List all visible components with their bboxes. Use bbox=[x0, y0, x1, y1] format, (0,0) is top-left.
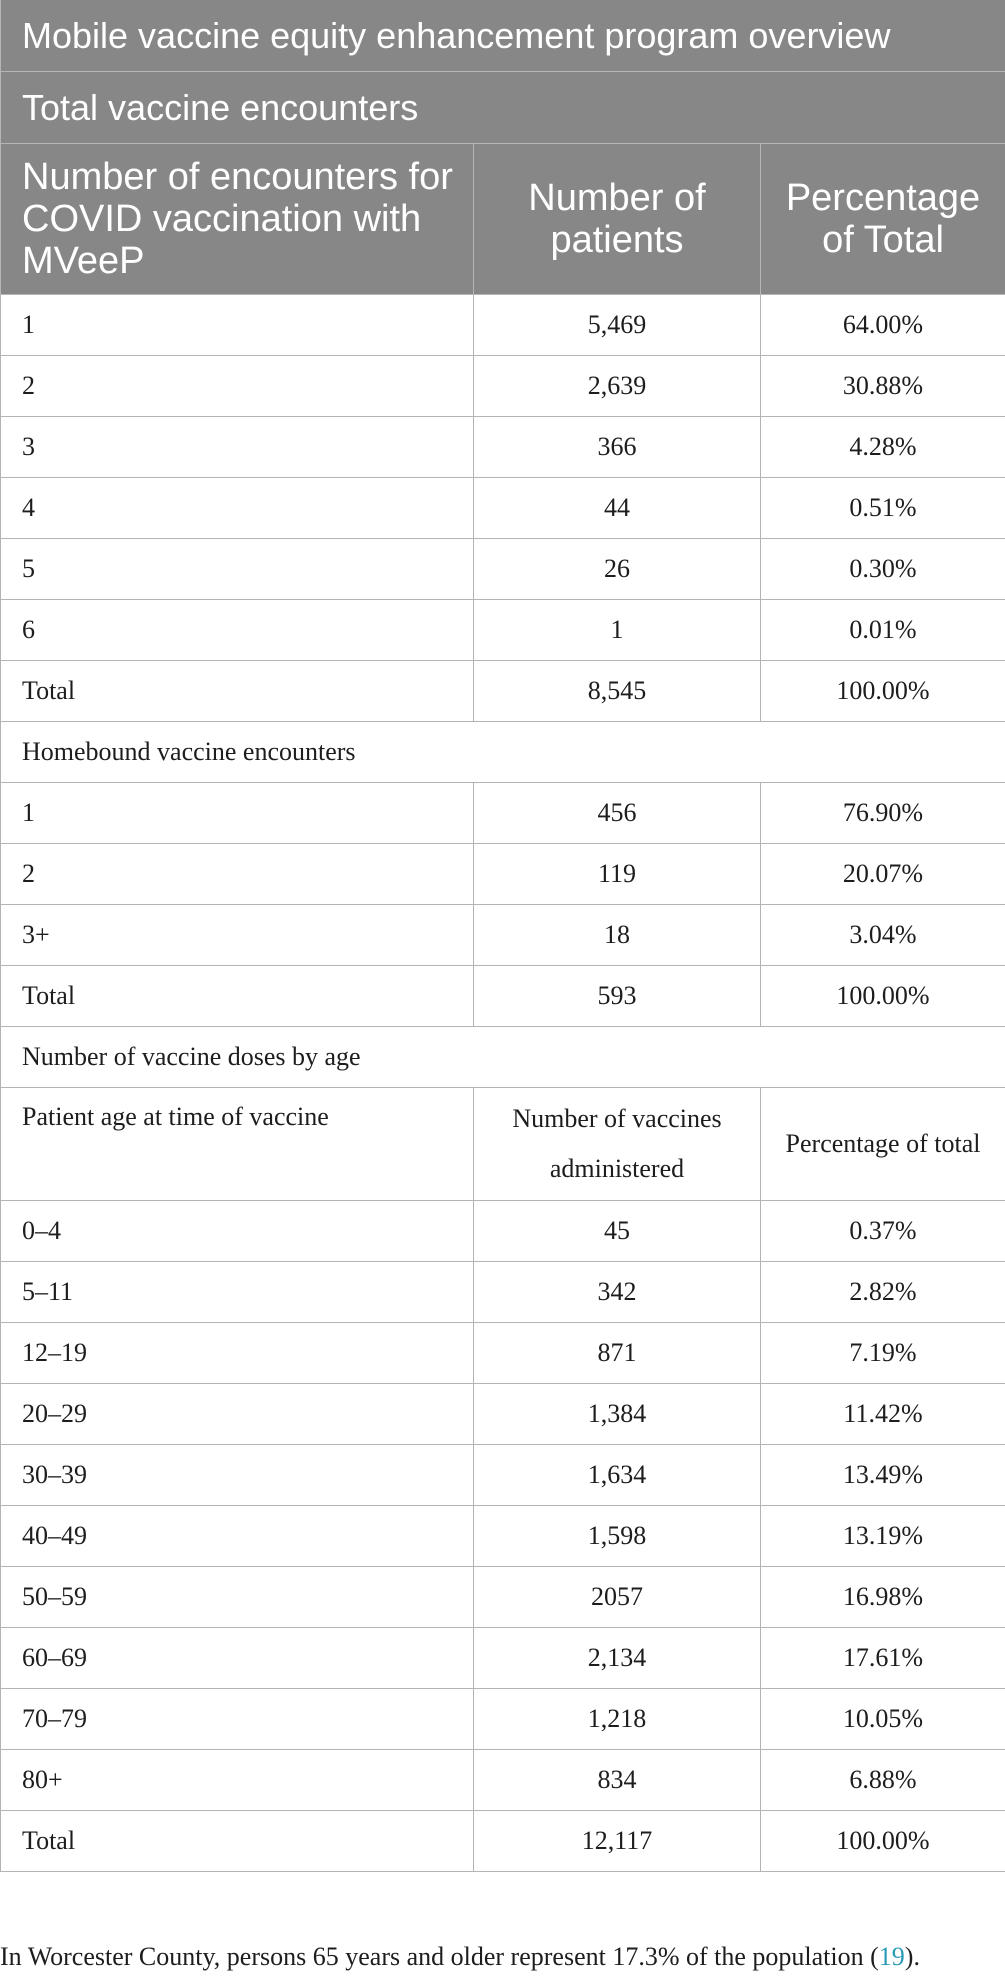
column-header: Percentage of Total bbox=[761, 144, 1005, 295]
age-doses-body bbox=[1, 1201, 1005, 1872]
table-row bbox=[1, 1506, 1005, 1567]
column-header: Number of patients bbox=[474, 144, 761, 295]
table-row bbox=[1, 905, 1005, 966]
table-row bbox=[1, 600, 1005, 661]
row-label-cell: 5–11 bbox=[1, 1262, 474, 1323]
count-cell: 1,598 bbox=[474, 1506, 761, 1567]
section-heading-total: Total vaccine encounters bbox=[1, 72, 1005, 144]
row-label-cell: 2 bbox=[1, 356, 474, 417]
footnote-text: In Worcester County, persons 65 years and older represent 17.3% of the population ( bbox=[0, 1942, 879, 1971]
percentage-cell: 13.49% bbox=[761, 1445, 1005, 1506]
subheader-cell: Number of vaccines administered bbox=[474, 1088, 761, 1201]
count-cell: 26 bbox=[474, 539, 761, 600]
total-encounters-body bbox=[1, 295, 1005, 722]
section-heading-row bbox=[1, 72, 1005, 144]
row-label-cell: 5 bbox=[1, 539, 474, 600]
row-label-cell: Total bbox=[1, 661, 474, 722]
row-label-cell: 80+ bbox=[1, 1750, 474, 1811]
percentage-cell: 3.04% bbox=[761, 905, 1005, 966]
table-row bbox=[1, 1262, 1005, 1323]
count-cell: 2,134 bbox=[474, 1628, 761, 1689]
row-label-cell: 30–39 bbox=[1, 1445, 474, 1506]
count-cell: 5,469 bbox=[474, 295, 761, 356]
count-cell: 2,639 bbox=[474, 356, 761, 417]
count-cell: 18 bbox=[474, 905, 761, 966]
table-row bbox=[1, 844, 1005, 905]
percentage-cell: 13.19% bbox=[761, 1506, 1005, 1567]
count-cell: 456 bbox=[474, 783, 761, 844]
row-label-cell: 0–4 bbox=[1, 1201, 474, 1262]
count-cell: 1 bbox=[474, 600, 761, 661]
row-label-cell: 1 bbox=[1, 295, 474, 356]
count-cell: 44 bbox=[474, 478, 761, 539]
table-row bbox=[1, 417, 1005, 478]
percentage-cell: 0.01% bbox=[761, 600, 1005, 661]
table-row bbox=[1, 295, 1005, 356]
row-label-cell: 1 bbox=[1, 783, 474, 844]
row-label-cell: 3+ bbox=[1, 905, 474, 966]
subheader-cell: Patient age at time of vaccine bbox=[1, 1088, 474, 1201]
count-cell: 12,117 bbox=[474, 1811, 761, 1872]
row-label-cell: 40–49 bbox=[1, 1506, 474, 1567]
count-cell: 342 bbox=[474, 1262, 761, 1323]
table-row bbox=[1, 966, 1005, 1027]
table-row bbox=[1, 356, 1005, 417]
count-cell: 834 bbox=[474, 1750, 761, 1811]
count-cell: 1,384 bbox=[474, 1384, 761, 1445]
footnote-reference-link[interactable]: 19 bbox=[878, 1942, 905, 1971]
table-row bbox=[1, 1750, 1005, 1811]
section-heading-age: Number of vaccine doses by age bbox=[1, 1027, 1005, 1088]
table-row bbox=[1, 539, 1005, 600]
percentage-cell: 10.05% bbox=[761, 1689, 1005, 1750]
age-heading-body bbox=[1, 1027, 1005, 1201]
subheader-cell: Percentage of total bbox=[761, 1088, 1005, 1201]
count-cell: 8,545 bbox=[474, 661, 761, 722]
row-label-cell: 3 bbox=[1, 417, 474, 478]
row-label-cell: 20–29 bbox=[1, 1384, 474, 1445]
table-row bbox=[1, 1811, 1005, 1872]
percentage-cell: 11.42% bbox=[761, 1384, 1005, 1445]
subheader-row bbox=[1, 1088, 1005, 1201]
row-label-cell: 12–19 bbox=[1, 1323, 474, 1384]
table-row bbox=[1, 1567, 1005, 1628]
percentage-cell: 7.19% bbox=[761, 1323, 1005, 1384]
row-label-cell: 4 bbox=[1, 478, 474, 539]
footnote-end: ). bbox=[904, 1942, 920, 1971]
section-heading-homebound: Homebound vaccine encounters bbox=[1, 722, 1005, 783]
count-cell: 119 bbox=[474, 844, 761, 905]
table-row bbox=[1, 1628, 1005, 1689]
count-cell: 2057 bbox=[474, 1567, 761, 1628]
column-header: Number of encounters for COVID vaccination with MVeeP bbox=[1, 144, 474, 295]
percentage-cell: 64.00% bbox=[761, 295, 1005, 356]
row-label-cell: 50–59 bbox=[1, 1567, 474, 1628]
count-cell: 593 bbox=[474, 966, 761, 1027]
table-row bbox=[1, 1323, 1005, 1384]
count-cell: 45 bbox=[474, 1201, 761, 1262]
percentage-cell: 17.61% bbox=[761, 1628, 1005, 1689]
percentage-cell: 0.30% bbox=[761, 539, 1005, 600]
percentage-cell: 16.98% bbox=[761, 1567, 1005, 1628]
row-label-cell: 6 bbox=[1, 600, 474, 661]
percentage-cell: 4.28% bbox=[761, 417, 1005, 478]
row-label-cell: 2 bbox=[1, 844, 474, 905]
row-label-cell: Total bbox=[1, 1811, 474, 1872]
table-title: Mobile vaccine equity enhancement program overview bbox=[1, 0, 1005, 72]
percentage-cell: 0.37% bbox=[761, 1201, 1005, 1262]
percentage-cell: 100.00% bbox=[761, 1811, 1005, 1872]
percentage-cell: 30.88% bbox=[761, 356, 1005, 417]
footnote bbox=[0, 1942, 920, 1972]
table-row bbox=[1, 1689, 1005, 1750]
section-heading-row bbox=[1, 722, 1005, 783]
row-label-cell: 60–69 bbox=[1, 1628, 474, 1689]
count-cell: 1,218 bbox=[474, 1689, 761, 1750]
percentage-cell: 6.88% bbox=[761, 1750, 1005, 1811]
title-row bbox=[1, 0, 1005, 72]
table-row bbox=[1, 783, 1005, 844]
section-heading-row bbox=[1, 1027, 1005, 1088]
table-row bbox=[1, 1201, 1005, 1262]
homebound-encounters-body bbox=[1, 783, 1005, 1027]
table-row bbox=[1, 1445, 1005, 1506]
percentage-cell: 2.82% bbox=[761, 1262, 1005, 1323]
homebound-heading-body bbox=[1, 722, 1005, 783]
percentage-cell: 100.00% bbox=[761, 966, 1005, 1027]
table-row bbox=[1, 661, 1005, 722]
table-row bbox=[1, 478, 1005, 539]
table-row bbox=[1, 1384, 1005, 1445]
count-cell: 366 bbox=[474, 417, 761, 478]
percentage-cell: 100.00% bbox=[761, 661, 1005, 722]
percentage-cell: 76.90% bbox=[761, 783, 1005, 844]
column-header-row bbox=[1, 144, 1005, 295]
row-label-cell: Total bbox=[1, 966, 474, 1027]
percentage-cell: 0.51% bbox=[761, 478, 1005, 539]
percentage-cell: 20.07% bbox=[761, 844, 1005, 905]
count-cell: 1,634 bbox=[474, 1445, 761, 1506]
count-cell: 871 bbox=[474, 1323, 761, 1384]
row-label-cell: 70–79 bbox=[1, 1689, 474, 1750]
